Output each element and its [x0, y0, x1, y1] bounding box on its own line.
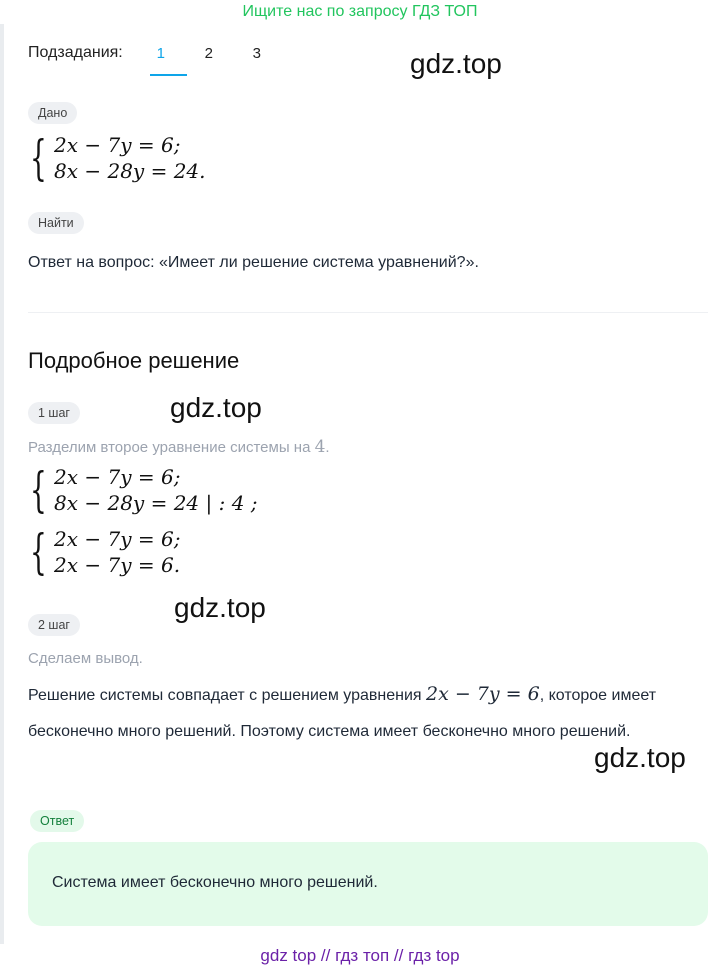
subtasks-label: Подзадания:	[28, 44, 123, 61]
watermark: gdz.top	[170, 392, 262, 423]
answer-box	[28, 842, 708, 926]
step1-system-a	[30, 464, 258, 516]
step1-badge: 1 шаг	[28, 402, 80, 424]
subtask-tab-3[interactable]: 3	[252, 44, 261, 62]
active-tab-underline	[150, 74, 187, 76]
watermark: gdz.top	[410, 48, 502, 79]
step1-a-equation-1: 2x − 7y = 6;	[54, 465, 181, 489]
step1-divisor: 4	[314, 437, 326, 457]
answer-text: Система имеет бесконечно много решений.	[52, 874, 378, 891]
subtask-tab-2[interactable]: 2	[204, 44, 213, 62]
given-equation-2: 8x − 28y = 24.	[54, 159, 206, 183]
brace-icon: {	[30, 130, 47, 186]
subtask-tab-1[interactable]: 1	[156, 44, 165, 62]
solution-heading: Подробное решение	[28, 348, 240, 373]
step1-b-equation-2: 2x − 7y = 6.	[54, 553, 181, 577]
conclusion-equation: 2x − 7y = 6	[426, 683, 540, 705]
step2-badge: 2 шаг	[28, 614, 80, 636]
given-system	[30, 132, 206, 184]
section-divider	[28, 312, 708, 313]
given-equation-1: 2x − 7y = 6;	[54, 133, 181, 157]
brace-icon: {	[30, 462, 47, 518]
watermark: gdz.top	[174, 592, 266, 623]
conclusion-part1: Решение системы совпадает с решением уравнения	[28, 687, 426, 704]
find-text: Ответ на вопрос: «Имеет ли решение система уравнений?».	[28, 254, 479, 271]
watermark: gdz.top	[594, 742, 686, 773]
step1-b-equation-1: 2x − 7y = 6;	[54, 527, 181, 551]
step1-text-end: .	[325, 439, 330, 456]
find-badge: Найти	[28, 212, 84, 234]
subtasks-bar	[28, 44, 281, 62]
step1-a-equation-2: 8x − 28y = 24 | : 4 ;	[54, 491, 258, 515]
top-banner: Ищите нас по запросу ГДЗ ТОП	[242, 3, 478, 20]
step1-system-b	[30, 526, 180, 578]
given-badge: Дано	[28, 102, 77, 124]
step1-text-main: Разделим второе уравнение системы на	[28, 439, 311, 456]
left-rule	[0, 24, 4, 944]
footer-links: gdz top // гдз топ // гдз top	[260, 946, 460, 965]
step2-text: Сделаем вывод.	[28, 650, 143, 667]
brace-icon: {	[30, 524, 47, 580]
step2-conclusion	[28, 676, 708, 750]
step1-text	[28, 437, 330, 457]
conclusion-part2: , которое имеет бесконечно много решений. Поэтому система имеет бесконечно много решений.	[28, 687, 657, 740]
answer-badge: Ответ	[30, 810, 84, 832]
